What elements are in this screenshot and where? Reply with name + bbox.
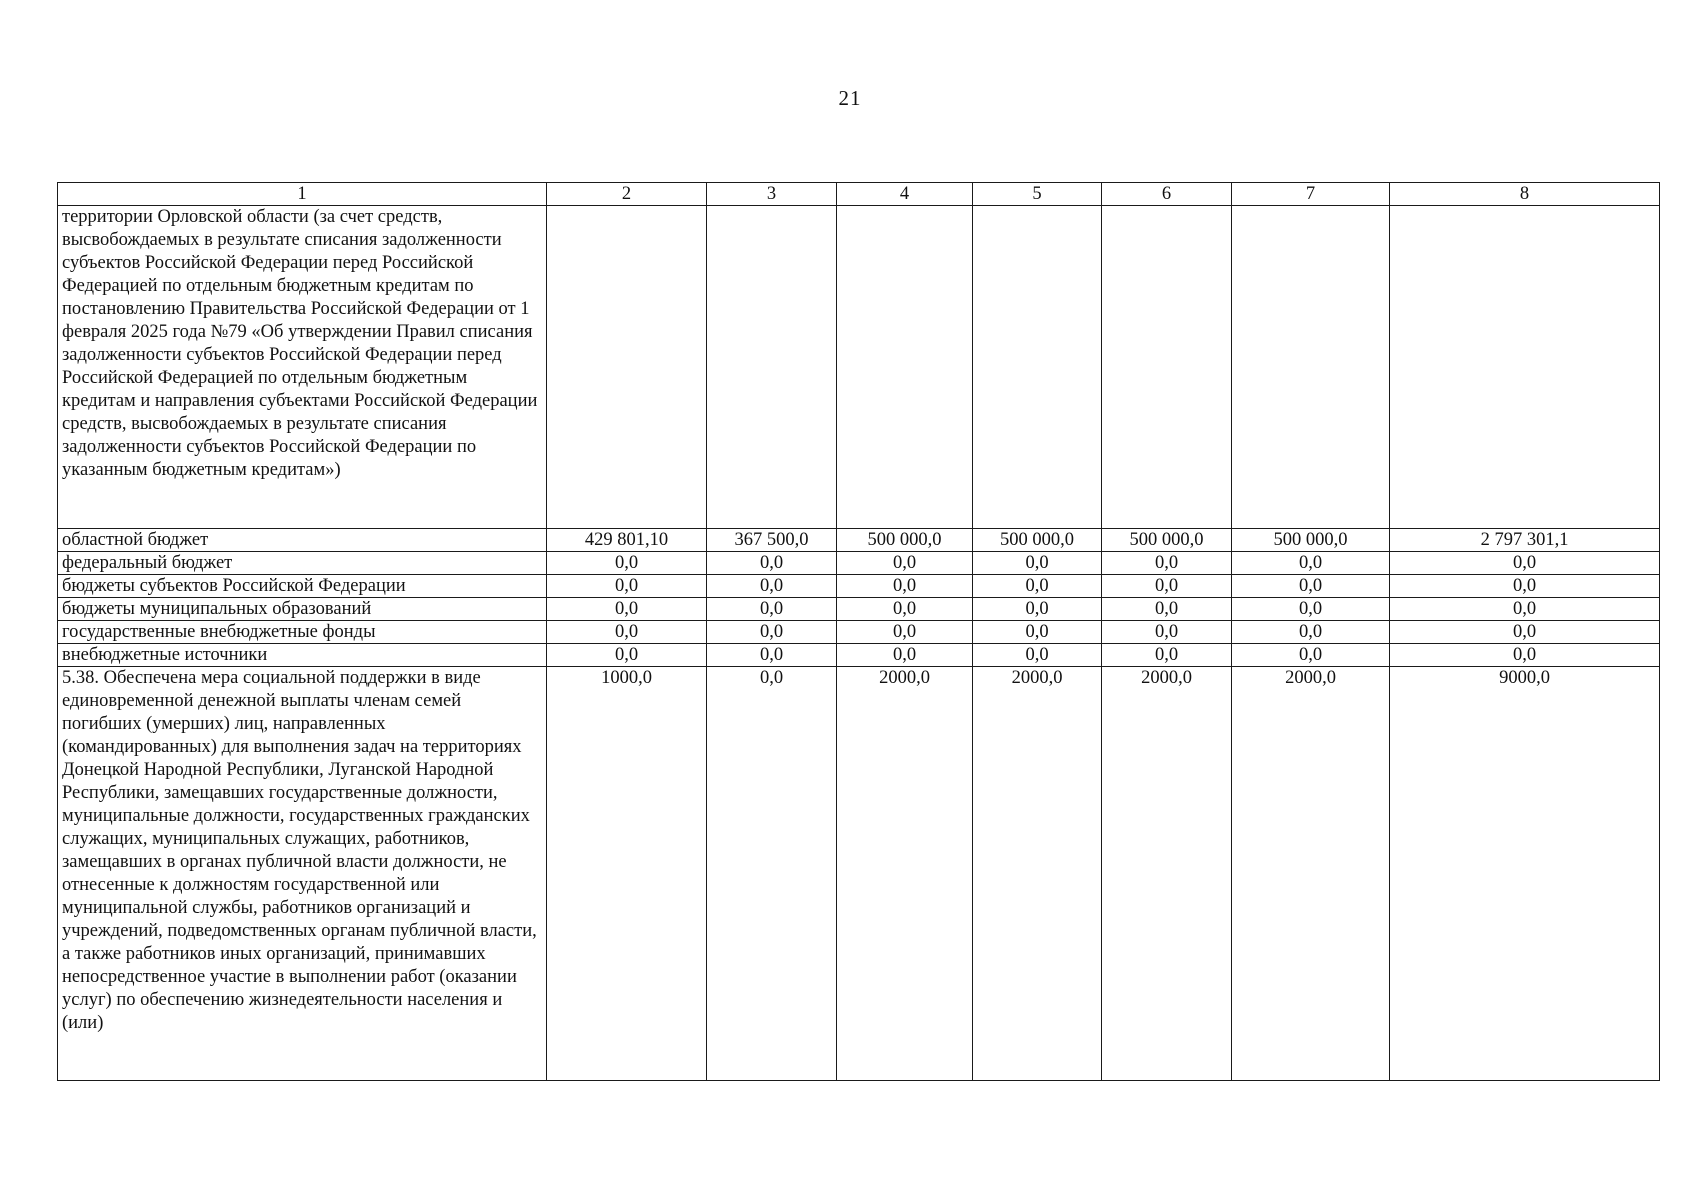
value-cell: 0,0 bbox=[973, 598, 1102, 621]
value-cell: 0,0 bbox=[707, 552, 837, 575]
source-row-municipal bbox=[58, 598, 1660, 621]
value-cell: 0,0 bbox=[973, 575, 1102, 598]
value-cell: 0,0 bbox=[1102, 644, 1232, 667]
value-cell: 0,0 bbox=[973, 621, 1102, 644]
value-cell: 0,0 bbox=[1102, 598, 1232, 621]
page-number: 21 bbox=[838, 86, 862, 110]
value-cell: 0,0 bbox=[707, 621, 837, 644]
value-cell: 500 000,0 bbox=[973, 529, 1102, 552]
value-cell: 2000,0 bbox=[1232, 667, 1390, 1081]
source-name: федеральный бюджет bbox=[58, 552, 547, 575]
value-cell: 0,0 bbox=[547, 644, 707, 667]
value-cell: 0,0 bbox=[707, 644, 837, 667]
source-name: бюджеты муниципальных образований bbox=[58, 598, 547, 621]
value-cell: 0,0 bbox=[837, 552, 973, 575]
value-cell: 2000,0 bbox=[973, 667, 1102, 1081]
value-cell: 0,0 bbox=[837, 598, 973, 621]
value-cell: 0,0 bbox=[973, 552, 1102, 575]
value-cell: 0,0 bbox=[547, 621, 707, 644]
budget-table bbox=[57, 182, 1660, 1081]
empty-cell bbox=[837, 206, 973, 529]
value-cell: 0,0 bbox=[1232, 552, 1390, 575]
value-cell: 2000,0 bbox=[837, 667, 973, 1081]
value-cell: 0,0 bbox=[1232, 621, 1390, 644]
empty-cell bbox=[547, 206, 707, 529]
empty-cell bbox=[1102, 206, 1232, 529]
value-cell: 0,0 bbox=[547, 575, 707, 598]
column-header: 1 bbox=[58, 183, 547, 206]
value-cell: 0,0 bbox=[1232, 644, 1390, 667]
empty-cell bbox=[707, 206, 837, 529]
total-cell: 2 797 301,1 bbox=[1390, 529, 1660, 552]
source-row-offbudget bbox=[58, 644, 1660, 667]
value-cell: 500 000,0 bbox=[837, 529, 973, 552]
value-cell: 0,0 bbox=[707, 598, 837, 621]
empty-cell bbox=[973, 206, 1102, 529]
value-cell: 0,0 bbox=[547, 552, 707, 575]
source-row-extrabudgetary-funds bbox=[58, 621, 1660, 644]
value-cell: 0,0 bbox=[1232, 575, 1390, 598]
value-cell: 429 801,10 bbox=[547, 529, 707, 552]
source-name: областной бюджет bbox=[58, 529, 547, 552]
source-row-federal bbox=[58, 552, 1660, 575]
source-row-regional bbox=[58, 529, 1660, 552]
empty-cell bbox=[1390, 206, 1660, 529]
value-cell: 2000,0 bbox=[1102, 667, 1232, 1081]
value-cell: 0,0 bbox=[707, 667, 837, 1081]
column-header: 6 bbox=[1102, 183, 1232, 206]
value-cell: 500 000,0 bbox=[1232, 529, 1390, 552]
value-cell: 0,0 bbox=[837, 621, 973, 644]
total-cell: 0,0 bbox=[1390, 644, 1660, 667]
value-cell: 0,0 bbox=[837, 575, 973, 598]
value-cell: 0,0 bbox=[1102, 621, 1232, 644]
source-name: государственные внебюджетные фонды bbox=[58, 621, 547, 644]
continued-item-row bbox=[58, 206, 1660, 529]
value-cell: 0,0 bbox=[837, 644, 973, 667]
value-cell: 0,0 bbox=[1102, 552, 1232, 575]
source-name: внебюджетные источники bbox=[58, 644, 547, 667]
total-cell: 0,0 bbox=[1390, 621, 1660, 644]
value-cell: 500 000,0 bbox=[1102, 529, 1232, 552]
value-cell: 0,0 bbox=[973, 644, 1102, 667]
source-name: бюджеты субъектов Российской Федерации bbox=[58, 575, 547, 598]
value-cell: 0,0 bbox=[547, 598, 707, 621]
column-header: 5 bbox=[973, 183, 1102, 206]
column-number-row bbox=[58, 183, 1660, 206]
source-row-subjects bbox=[58, 575, 1660, 598]
total-cell: 9000,0 bbox=[1390, 667, 1660, 1081]
column-header: 2 bbox=[547, 183, 707, 206]
column-header: 3 bbox=[707, 183, 837, 206]
value-cell: 0,0 bbox=[1102, 575, 1232, 598]
value-cell: 1000,0 bbox=[547, 667, 707, 1081]
total-cell: 0,0 bbox=[1390, 552, 1660, 575]
value-cell: 0,0 bbox=[707, 575, 837, 598]
empty-cell bbox=[1232, 206, 1390, 529]
item-description: 5.38. Обеспечена мера социальной поддержки в виде единовременной денежной выплаты членам семей погибших (умерших) лиц, направленных (командированных) для выполнения задач на территориях Донецкой Народной Республики, Луганской Народной Республики, замещавших государственные должности, муниципальные должности, государственных гражданских служащих, муниципальных служащих, работников, замещавших в органах публичной власти должности, не отнесенные к должностям государственной или муниципальной службы, работников организаций и учреждений, подведомственных органам публичной власти, а также работников иных организаций, принимавших непосредственное участие в выполнении работ (оказании услуг) по обеспечению жизнедеятельности населения и (или) bbox=[58, 667, 547, 1081]
value-cell: 367 500,0 bbox=[707, 529, 837, 552]
item-row-5-38 bbox=[58, 667, 1660, 1081]
column-header: 7 bbox=[1232, 183, 1390, 206]
column-header: 4 bbox=[837, 183, 973, 206]
continued-item-description: территории Орловской области (за счет средств, высвобождаемых в результате списания задолженности субъектов Российской Федерации перед Российской Федерацией по отдельным бюджетным кредитам по постановлению Правительства Российской Федерации от 1 февраля 2025 года №79 «Об утверждении Правил списания задолженности субъектов Российской Федерации перед Российской Федерацией по отдельным бюджетным кредитам и направления субъектами Российской Федерации средств, высвобождаемых в результате списания задолженности субъектов Российской Федерации по указанным бюджетным кредитам») bbox=[58, 206, 547, 529]
column-header: 8 bbox=[1390, 183, 1660, 206]
total-cell: 0,0 bbox=[1390, 575, 1660, 598]
total-cell: 0,0 bbox=[1390, 598, 1660, 621]
value-cell: 0,0 bbox=[1232, 598, 1390, 621]
